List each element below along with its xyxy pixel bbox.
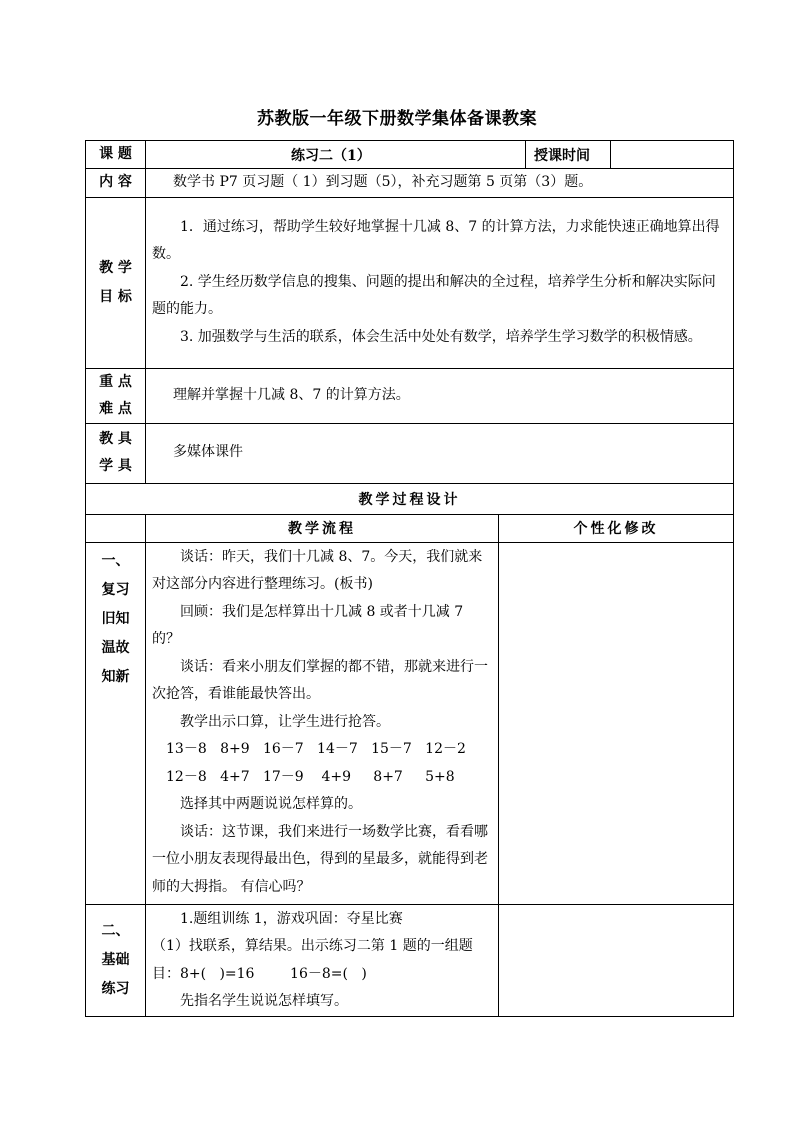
key-points-label-line-1: 重 点 bbox=[99, 373, 132, 390]
section2-label-2: 基础 bbox=[101, 951, 130, 968]
tools-text bbox=[146, 423, 734, 483]
section2-modify bbox=[499, 904, 734, 1016]
goals-text bbox=[146, 197, 734, 368]
section1-modify bbox=[499, 542, 734, 904]
key-points-label bbox=[86, 368, 146, 423]
process-header-blank bbox=[86, 514, 146, 542]
topic-value: 练习二（1） bbox=[146, 141, 526, 169]
goal-item-3: 3. 加强数学与生活的联系，体会生活中处处有数学，培养学生学习数学的积极情感。 bbox=[180, 328, 702, 345]
tools-label-line-1: 教 具 bbox=[99, 431, 132, 447]
section1-paragraph-6: 谈话：这节课，我们来进行一场数学比赛，看看哪一位小朋友表现得最出色，得到的星最多，就能得到老师的大拇指。 有信心吗？ bbox=[152, 823, 488, 895]
section1-label-5: 知新 bbox=[101, 668, 130, 685]
section1-paragraph-4: 教学出示口算，让学生进行抢答。 bbox=[180, 713, 390, 730]
section1-paragraph-3: 谈话：看来小朋友们掌握的都不错，那就来进行一次抢答，看谁能最快答出。 bbox=[152, 658, 488, 702]
tools-label-line-2: 学 具 bbox=[99, 458, 132, 474]
time-label: 授课时间 bbox=[526, 141, 611, 169]
section1-label-3: 旧知 bbox=[101, 610, 130, 627]
modify-header: 个性化修改 bbox=[499, 514, 734, 542]
content-paragraph: 数学书 P7 页习题（ 1）到习题（5），补充习题第 5 页第（3）题。 bbox=[173, 174, 593, 190]
section2-label-1: 二、 bbox=[101, 922, 130, 939]
calc-row-2: 12－8 4+7 17－9 4+9 8+7 5+8 bbox=[166, 768, 455, 785]
tools-label bbox=[86, 423, 146, 483]
tools-paragraph: 多媒体课件 bbox=[173, 444, 243, 461]
goals-label bbox=[86, 197, 146, 368]
process-heading: 教学过程设计 bbox=[86, 483, 734, 514]
section2-line-3: 先指名学生说说怎样填写。 bbox=[180, 993, 348, 1009]
key-points-paragraph: 理解并掌握十几减 8、7 的计算方法。 bbox=[173, 386, 410, 403]
section2-line-1: 1.题组训练 1，游戏巩固：夺星比赛 bbox=[180, 910, 403, 927]
key-points-text bbox=[146, 368, 734, 423]
section2-label bbox=[86, 904, 146, 1016]
section2-line-2: （1）找联系，算结果。出示练习二第 1 题的一组题目：8+( )=16 16－8=( ) bbox=[152, 938, 473, 982]
section1-label-1: 一、 bbox=[101, 552, 130, 569]
section1-label bbox=[86, 542, 146, 904]
calc-row-1: 13－8 8+9 16－7 14－7 15－7 12－2 bbox=[166, 741, 466, 757]
section1-paragraph-2: 回顾：我们是怎样算出十几减 8 或者十几减 7 的？ bbox=[152, 603, 464, 647]
goal-item-1: 1．通过练习，帮助学生较好地掌握十几减 8、7 的计算方法，力求能快速正确地算出得数。 bbox=[152, 218, 720, 263]
section1-label-4: 温故 bbox=[101, 639, 130, 656]
section1-paragraph-1: 谈话：昨天，我们十几减 8、7。今天，我们就来对这部分内容进行整理练习。(板书) bbox=[152, 548, 483, 592]
content-text bbox=[146, 169, 734, 198]
goal-item-2: 2. 学生经历数学信息的搜集、问题的提出和解决的全过程，培养学生分析和解决实际问题的能力。 bbox=[152, 273, 716, 318]
goals-label-line-1: 教 学 bbox=[99, 259, 132, 276]
flow-header: 教学流程 bbox=[146, 514, 499, 542]
key-points-label-line-2: 难 点 bbox=[99, 400, 132, 417]
page-title: 苏教版一年级下册数学集体备课教案 bbox=[257, 109, 537, 129]
section2-label-3: 练习 bbox=[101, 980, 130, 997]
lesson-plan-table bbox=[85, 140, 734, 1017]
topic-label: 课 题 bbox=[86, 141, 146, 169]
section1-flow bbox=[146, 542, 499, 904]
section1-paragraph-5: 选择其中两题说说怎样算的。 bbox=[180, 796, 362, 812]
section1-label-2: 复习 bbox=[101, 581, 130, 598]
section2-flow bbox=[146, 904, 499, 1016]
content-label: 内 容 bbox=[86, 169, 146, 198]
goals-label-line-2: 目 标 bbox=[99, 288, 132, 305]
time-value bbox=[611, 141, 734, 169]
